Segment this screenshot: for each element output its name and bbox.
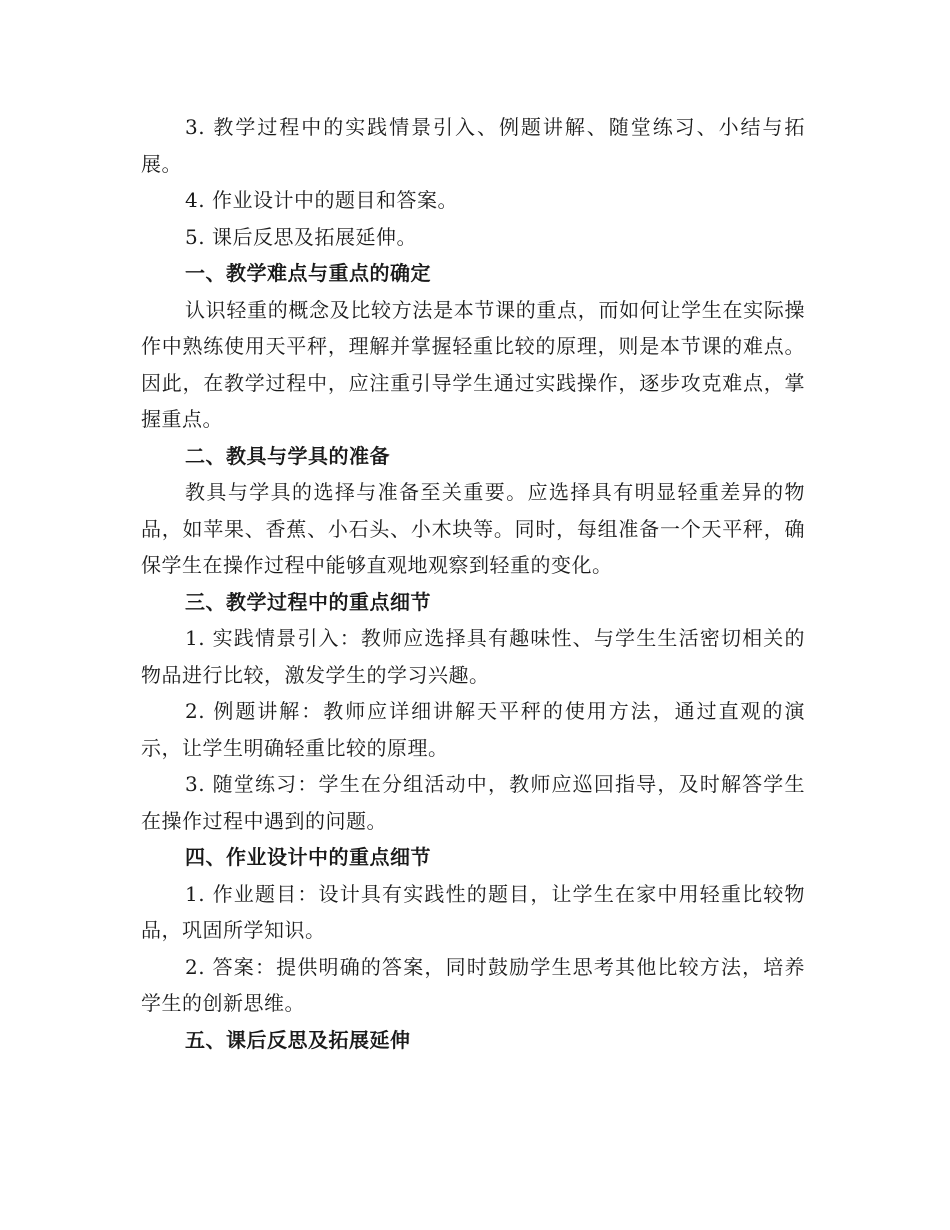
section-heading-1: 一、教学难点与重点的确定	[185, 261, 431, 285]
list-item-5-reflection: 5. 课后反思及拓展延伸。	[185, 224, 417, 249]
section-3-item-3: 3. 随堂练习：学生在分组活动中，教师应巡回指导，及时解答学生在操作过程中遇到的问题。	[141, 772, 805, 833]
section-4-item-2: 2. 答案：提供明确的答案，同时鼓励学生思考其他比较方法，培养学生的创新思维。	[141, 954, 805, 1015]
section-4-item-1: 1. 作业题目：设计具有实践性的题目，让学生在家中用轻重比较物品，巩固所学知识。	[141, 881, 805, 942]
section-heading-3: 三、教学过程中的重点细节	[185, 589, 431, 614]
list-item-4-homework-design: 4. 作业设计中的题目和答案。	[185, 188, 458, 212]
section-3-item-1: 1. 实践情景引入：教师应选择具有趣味性、与学生生活密切相关的物品进行比较，激发学生的学习兴趣。	[141, 626, 805, 687]
section-3-item-2: 2. 例题讲解：教师应详细讲解天平秤的使用方法，通过直观的演示，让学生明确轻重比较的原理。	[141, 699, 805, 760]
section-1-paragraph: 认识轻重的概念及比较方法是本节课的重点，而如何让学生在实际操作中熟练使用天平秤，理解并掌握轻重比较的原理，则是本节课的难点。因此，在教学过程中，应注重引导学生通过实践操作，逐步攻克难点，掌握重点。	[141, 297, 805, 431]
document-page	[141, 109, 805, 1058]
section-heading-5: 五、课后反思及拓展延伸	[185, 1027, 411, 1052]
list-item-3-teaching-process: 3. 教学过程中的实践情景引入、例题讲解、随堂练习、小结与拓展。	[141, 115, 805, 176]
section-2-paragraph: 教具与学具的选择与准备至关重要。应选择具有明显轻重差异的物品，如苹果、香蕉、小石头、小木块等。同时，每组准备一个天平秤，确保学生在操作过程中能够直观地观察到轻重的变化。	[141, 480, 805, 577]
section-heading-4: 四、作业设计中的重点细节	[185, 845, 431, 869]
section-heading-2: 二、教具与学具的准备	[185, 443, 390, 468]
